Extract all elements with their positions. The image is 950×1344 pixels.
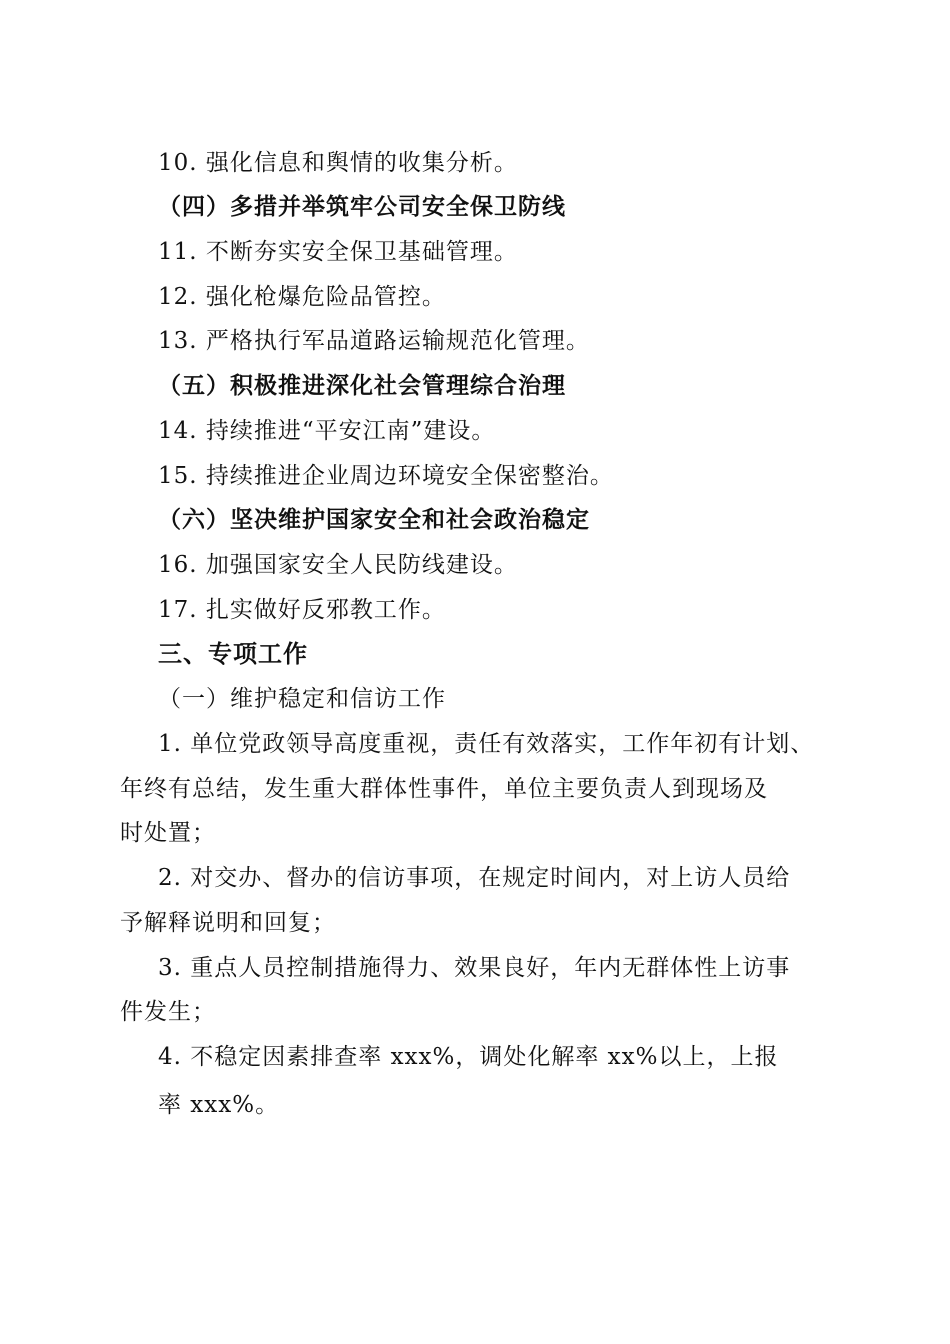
para-3-line-2: 件发生；	[120, 999, 216, 1025]
item-17: 17. 扎实做好反邪教工作。	[158, 597, 446, 623]
subheading-1: （一）维护稳定和信访工作	[158, 686, 446, 712]
para-4-line-1: 4. 不稳定因素排查率 xxx%，调处化解率 xx%以上，上报	[158, 1044, 779, 1070]
subheading-5: （五）积极推进深化社会管理综合治理	[158, 373, 566, 399]
para-3-line-1: 3. 重点人员控制措施得力、效果良好，年内无群体性上访事	[158, 955, 791, 981]
item-15: 15. 持续推进企业周边环境安全保密整治。	[158, 463, 614, 489]
para-1-line-2: 年终有总结，发生重大群体性事件，单位主要负责人到现场及	[120, 776, 768, 802]
item-13: 13. 严格执行军品道路运输规范化管理。	[158, 328, 590, 354]
section-heading-3: 三、专项工作	[158, 640, 308, 668]
para-2-line-1: 2. 对交办、督办的信访事项，在规定时间内，对上访人员给	[158, 865, 791, 891]
item-11: 11. 不断夯实安全保卫基础管理。	[158, 239, 518, 265]
item-14: 14. 持续推进“平安江南”建设。	[158, 418, 496, 444]
para-1-line-3: 时处置；	[120, 820, 216, 846]
item-10: 10. 强化信息和舆情的收集分析。	[158, 150, 518, 176]
item-16: 16. 加强国家安全人民防线建设。	[158, 552, 518, 578]
subheading-6: （六）坚决维护国家安全和社会政治稳定	[158, 507, 590, 533]
item-12: 12. 强化枪爆危险品管控。	[158, 284, 446, 310]
para-4-line-2: 率 xxx%。	[158, 1092, 280, 1118]
para-2-line-2: 予解释说明和回复；	[120, 910, 336, 936]
para-1-line-1: 1. 单位党政领导高度重视，责任有效落实，工作年初有计划、	[158, 731, 815, 757]
subheading-4: （四）多措并举筑牢公司安全保卫防线	[158, 194, 566, 220]
